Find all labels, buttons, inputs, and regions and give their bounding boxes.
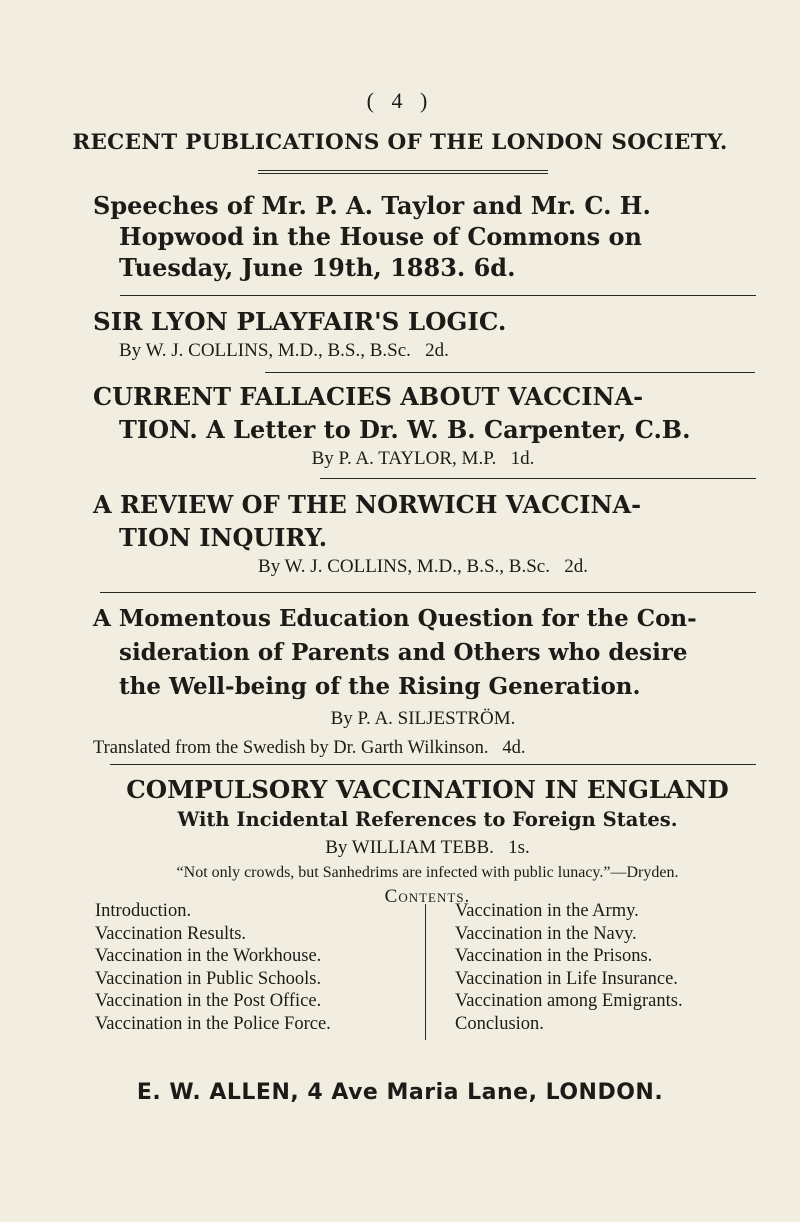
divider [100,592,756,593]
entry-byline: By P. A. SILJESTRÖM. [330,708,516,729]
entry-byline: By W. J. COLLINS, M.D., B.S., B.Sc. 2d. [258,556,588,577]
list-item: Introduction. [95,901,192,921]
list-item: Vaccination in the Army. [455,901,639,921]
society-header: RECENT PUBLICATIONS OF THE LONDON SOCIETY. [72,130,728,155]
entry-current-fallacies [93,380,753,472]
entry-title: COMPULSORY VACCINATION IN ENGLAND [126,775,729,804]
entry-quote: “Not only crowds, but Sanhedrims are infected with public lunacy.”—Dryden. [176,864,679,881]
entry-compulsory-vaccination [95,774,760,910]
entry-title: A Momentous Education Question for the Con- sideration of Parents and Others who desire the Well-being of the Rising Generation. [93,605,697,700]
list-item: Vaccination Results. [95,923,247,944]
divider [265,372,755,373]
list-item: Vaccination in the Police Force. [95,1013,331,1034]
divider [320,478,756,479]
list-item: Vaccination in the Post Office. [95,991,322,1011]
contents-right-column [455,900,683,1035]
divider [110,764,756,765]
list-item: Vaccination in Life Insurance. [455,968,678,989]
contents-label: Contents. [384,886,471,907]
entry-education-question [93,602,753,762]
list-item: Vaccination in the Navy. [455,923,637,944]
entry-title: SIR LYON PLAYFAIR'S LOGIC. [93,307,507,336]
entry-title: A REVIEW OF THE NORWICH VACCINA- TION INQUIRY. [93,490,642,552]
entry-title: Speeches of Mr. P. A. Taylor and Mr. C. H. Hopwood in the House of Commons on Tuesday, June 19th, 1883. 6d. [93,191,651,282]
entry-subtitle: With Incidental References to Foreign States. [177,808,678,831]
page-number: ( 4 ) [366,88,434,113]
divider [120,295,756,296]
entry-title: CURRENT FALLACIES ABOUT VACCINA- TION. A Letter to Dr. W. B. Carpenter, C.B. [93,382,691,444]
header-rule [258,170,548,174]
list-item: Vaccination in the Workhouse. [95,946,322,966]
contents-left-column [95,900,331,1035]
entry-playfair-logic [93,306,753,364]
publisher-footer: E. W. ALLEN, 4 Ave Maria Lane, LONDON. [136,1080,664,1105]
entry-byline: By W. J. COLLINS, M.D., B.S., B.Sc. 2d. [119,340,449,361]
list-item: Vaccination in Public Schools. [95,968,322,989]
entry-byline: By WILLIAM TEBB. 1s. [325,837,530,858]
list-item: Vaccination in the Prisons. [455,946,653,966]
list-item: Conclusion. [455,1013,544,1034]
entry-norwich-review [93,488,753,580]
entry-speeches [93,190,753,283]
column-rule [425,904,426,1040]
entry-byline: By P. A. TAYLOR, M.P. 1d. [311,448,535,469]
list-item: Vaccination among Emigrants. [455,991,683,1011]
entry-translated: Translated from the Swedish by Dr. Garth Wilkinson. 4d. [93,738,526,758]
